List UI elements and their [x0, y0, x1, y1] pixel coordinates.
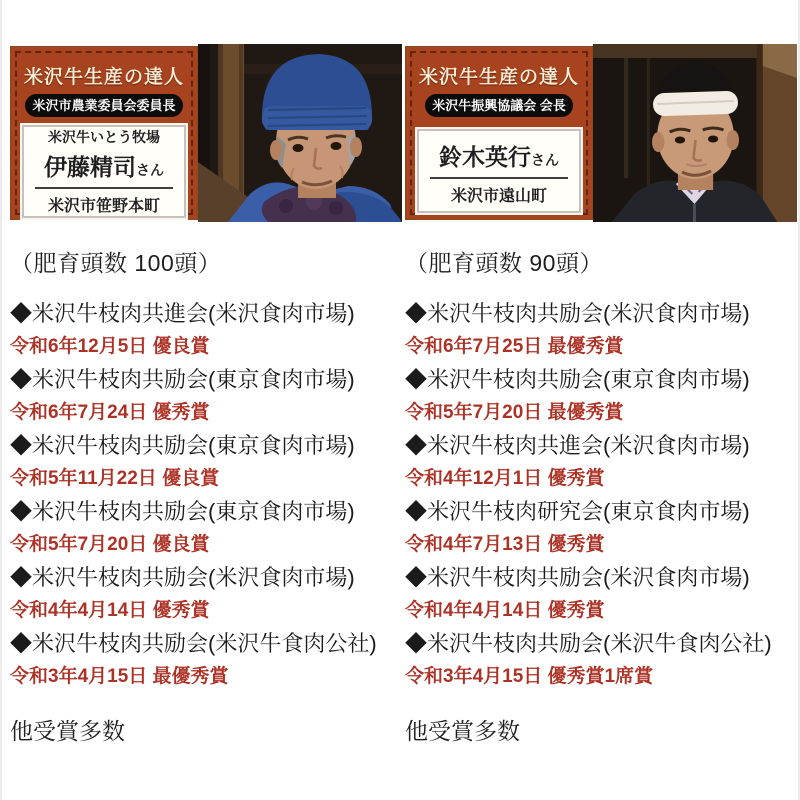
- master-badge-suzuki: [405, 44, 593, 222]
- badge-title: 米沢牛生産の達人: [418, 67, 579, 88]
- award-event: ◆米沢牛枝肉共励会(米沢牛食肉公社): [405, 631, 772, 656]
- other-awards-note: 他受賞多数: [10, 718, 125, 744]
- awards-list-ito: [10, 299, 402, 689]
- name-card: [22, 125, 186, 218]
- award-event: ◆米沢牛枝肉共励会(東京食肉市場): [10, 367, 355, 392]
- name-card: [417, 129, 581, 213]
- master-badge-ito: [10, 44, 198, 222]
- award-result: 令和4年7月13日 優秀賞: [405, 534, 605, 555]
- badge-frame: [405, 46, 593, 220]
- award-result: 令和5年11月22日 優良賞: [10, 468, 220, 489]
- award-event: ◆米沢牛枝肉共進会(米沢食肉市場): [10, 301, 355, 326]
- producer-name: [439, 139, 559, 172]
- award-result: 令和3年4月15日 優秀賞1席賞: [405, 666, 654, 687]
- award-result: 令和4年12月1日 優秀賞: [405, 468, 605, 489]
- producer-header-image-suzuki: [405, 44, 797, 222]
- award-event: ◆米沢牛枝肉共励会(米沢食肉市場): [405, 565, 750, 590]
- name-honorific: さん: [136, 164, 164, 179]
- card-divider: [35, 187, 173, 189]
- badge-title: 米沢牛生産の達人: [23, 67, 184, 88]
- head-count: （肥育頭数 100頭）: [10, 250, 222, 276]
- photo-illustration-man-white-headband: [593, 44, 797, 222]
- award-event: ◆米沢牛枝肉共励会(米沢食肉市場): [10, 565, 355, 590]
- producer-address: 米沢市遠山町: [450, 187, 547, 205]
- role-pill: 米沢市農業委員会委員長: [25, 94, 182, 117]
- award-result: 令和5年7月20日 優良賞: [10, 534, 210, 555]
- card-divider: [430, 177, 568, 179]
- producer-address: 米沢市笹野本町: [47, 198, 160, 215]
- awards-list-suzuki: [405, 299, 797, 689]
- producer-name: [44, 149, 164, 182]
- award-result: 令和4年4月14日 優秀賞: [405, 600, 605, 621]
- award-event: ◆米沢牛枝肉研究会(東京食肉市場): [405, 499, 750, 524]
- award-event: ◆米沢牛枝肉共励会(米沢牛食肉公社): [10, 631, 377, 656]
- award-event: ◆米沢牛枝肉共励会(米沢食肉市場): [405, 301, 750, 326]
- award-event: ◆米沢牛枝肉共進会(米沢食肉市場): [405, 433, 750, 458]
- producer-header-image-ito: [10, 44, 402, 222]
- award-result: 令和6年7月24日 優秀賞: [10, 402, 210, 423]
- producer-column-suzuki: [405, 44, 797, 746]
- award-result: 令和5年7月20日 最優秀賞: [405, 402, 624, 423]
- award-event: ◆米沢牛枝肉共励会(東京食肉市場): [10, 433, 355, 458]
- badge-inner-border: [15, 51, 193, 215]
- award-result: 令和4年4月14日 優秀賞: [10, 600, 210, 621]
- role-pill: 米沢牛振興協議会 会長: [425, 94, 573, 117]
- producer-photo-suzuki: [593, 44, 797, 222]
- producer-name-text: 伊藤精司: [44, 155, 136, 180]
- other-awards-note: 他受賞多数: [405, 718, 520, 744]
- producer-photo-ito: [198, 44, 402, 222]
- name-honorific: さん: [531, 153, 559, 169]
- head-count: （肥育頭数 90頭）: [405, 250, 603, 276]
- award-event: ◆米沢牛枝肉共励会(東京食肉市場): [405, 367, 750, 392]
- farm-name: 米沢牛いとう牧場: [48, 131, 160, 146]
- award-result: 令和3年4月15日 最優秀賞: [10, 666, 229, 687]
- photo-illustration-man-blue-knit-cap: [198, 44, 402, 222]
- award-result: 令和6年12月5日 優良賞: [10, 336, 210, 357]
- producer-column-ito: [10, 44, 402, 746]
- producer-name-text: 鈴木英行: [439, 144, 531, 170]
- badge-frame: [10, 46, 198, 220]
- award-result: 令和6年7月25日 最優秀賞: [405, 336, 624, 357]
- badge-inner-border: [410, 51, 588, 215]
- award-event: ◆米沢牛枝肉共励会(東京食肉市場): [10, 499, 355, 524]
